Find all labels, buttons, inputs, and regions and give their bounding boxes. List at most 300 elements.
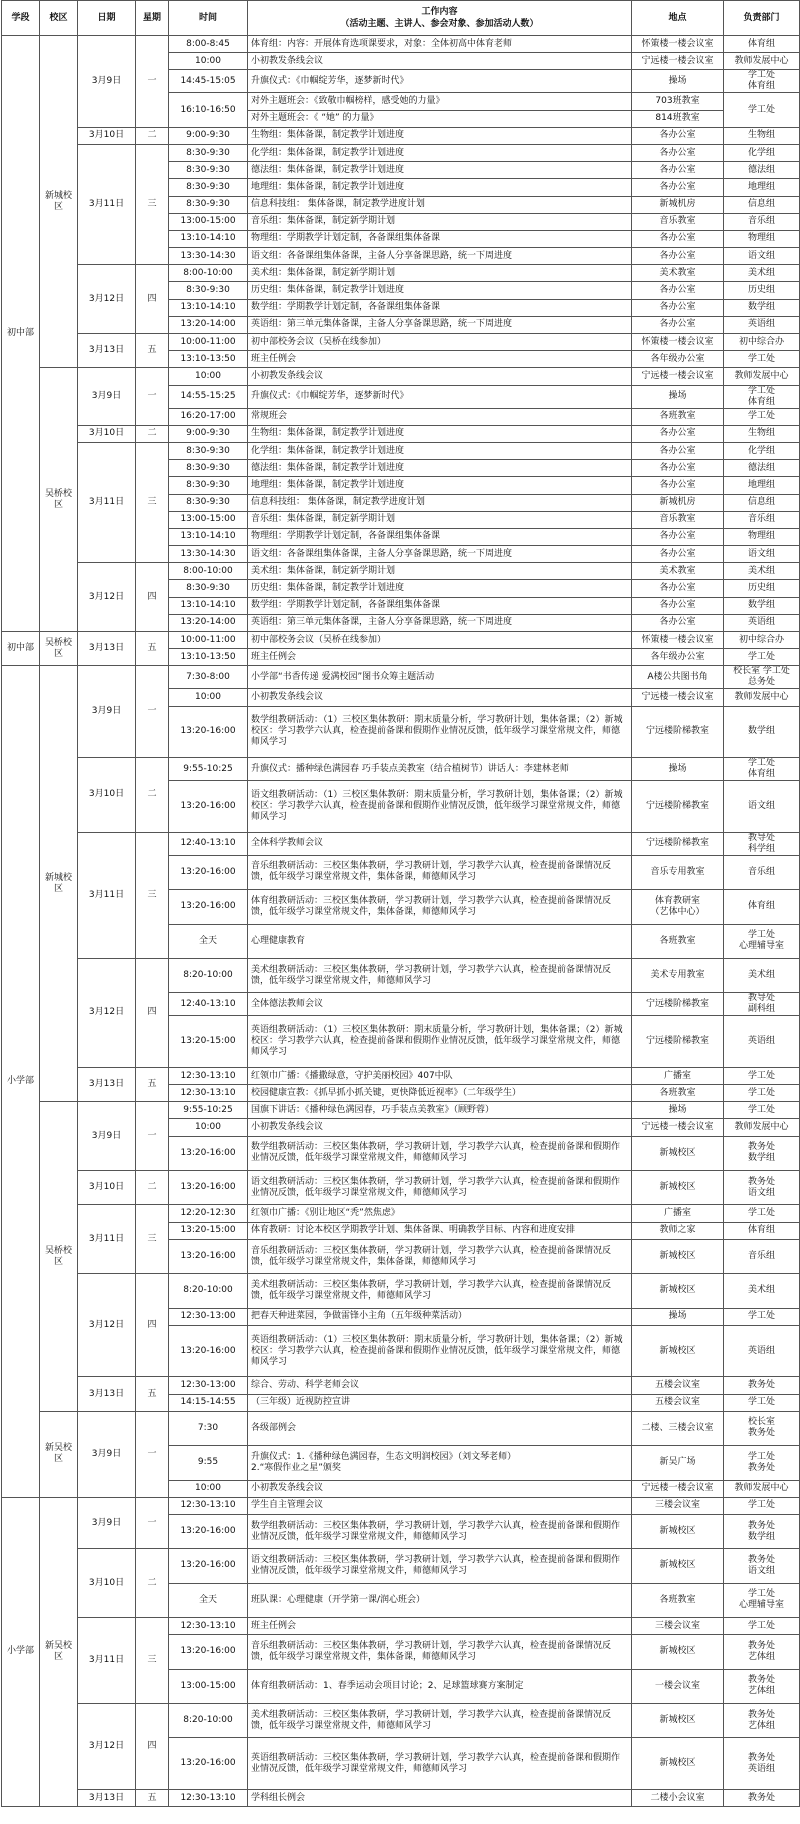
table-row xyxy=(2,425,800,442)
date-cell: 3月13日 xyxy=(78,1790,136,1807)
header-time: 时间 xyxy=(169,1,248,36)
table-row xyxy=(2,632,800,649)
location-cell: 各班教室 xyxy=(632,1583,724,1617)
weekday-cell: 一 xyxy=(136,368,169,425)
weekday-cell: 五 xyxy=(136,632,169,666)
location-cell: 宁远楼阶梯教室 xyxy=(632,781,724,833)
dept-cell: 学工处 xyxy=(724,351,800,368)
dept-cell: 学工处 xyxy=(724,1618,800,1635)
content-cell: 小初教发条线会议 xyxy=(248,368,632,385)
content-cell: 小初教发条线会议 xyxy=(248,1119,632,1136)
content-cell: 常规班会 xyxy=(248,408,632,425)
date-cell: 3月9日 xyxy=(78,1102,136,1171)
date-cell: 3月13日 xyxy=(78,632,136,666)
location-cell: 各办公室 xyxy=(632,230,724,247)
campus-cell: 吴桥校区 xyxy=(40,368,78,632)
weekday-cell: 四 xyxy=(136,1274,169,1377)
dept-cell: 学工处 xyxy=(724,1205,800,1222)
dept-cell: 教导处 科学组 xyxy=(724,832,800,855)
content-cell: 心理健康教育 xyxy=(248,924,632,958)
dept-cell: 音乐组 xyxy=(724,855,800,889)
location-cell: 各年级办公室 xyxy=(632,649,724,666)
date-cell: 3月13日 xyxy=(78,1377,136,1411)
date-cell: 3月11日 xyxy=(78,832,136,958)
time-cell: 12:30-13:00 xyxy=(169,1308,248,1325)
content-cell: 班队课：心理健康（开学第一课/润心班会） xyxy=(248,1583,632,1617)
dept-cell: 数学组 xyxy=(724,706,800,758)
content-cell: 历史组：集体备课，制定教学计划进度 xyxy=(248,580,632,597)
date-cell: 3月12日 xyxy=(78,563,136,632)
location-cell: 各办公室 xyxy=(632,179,724,196)
content-cell: 物理组：学期教学计划定制，各备课组集体备课 xyxy=(248,528,632,545)
dept-cell: 教务处 数学组 xyxy=(724,1136,800,1170)
location-cell: 各办公室 xyxy=(632,580,724,597)
weekday-cell: 四 xyxy=(136,563,169,632)
content-cell: 英语组：第三单元集体备课，主备人分享备课思路，统一下周进度 xyxy=(248,614,632,631)
content-cell: 红领巾广播：《播撒绿意，守护美丽校园》407中队 xyxy=(248,1067,632,1084)
time-cell: 12:20-12:30 xyxy=(169,1205,248,1222)
location-cell: 新吴广场 xyxy=(632,1446,724,1480)
time-cell: 10:00 xyxy=(169,689,248,706)
table-row xyxy=(2,144,800,161)
content-cell: 英语组教研活动：（1）三校区集体教研：期末质量分析，学习教研计划，集体备课；（2）新城校区：学习教学六认真，检查提前备课和假期作业情况反馈，低年级学习课堂常规文件，师德师风学习 xyxy=(248,1016,632,1068)
content-cell: 数学组：学期教学计划定制，各备课组集体备课 xyxy=(248,299,632,316)
weekday-cell: 五 xyxy=(136,1377,169,1411)
content-cell: 信息科技组： 集体备课，制定教学进度计划 xyxy=(248,196,632,213)
table-row xyxy=(2,1790,800,1807)
location-cell: 操场 xyxy=(632,758,724,781)
weekday-cell: 二 xyxy=(136,425,169,442)
date-cell: 3月9日 xyxy=(78,1411,136,1497)
location-cell: 二楼、三楼会议室 xyxy=(632,1411,724,1445)
table-row xyxy=(2,1067,800,1084)
time-cell: 10:00-11:00 xyxy=(169,632,248,649)
weekday-cell: 一 xyxy=(136,36,169,128)
time-cell: 7:30 xyxy=(169,1411,248,1445)
campus-cell: 新城校区 xyxy=(40,666,78,1102)
content-cell: 信息科技组： 集体备课，制定教学进度计划 xyxy=(248,494,632,511)
time-cell: 8:00-10:00 xyxy=(169,563,248,580)
header-content xyxy=(248,1,632,36)
time-cell: 13:20-16:00 xyxy=(169,1549,248,1583)
location-cell: 美术教室 xyxy=(632,265,724,282)
location-cell: 新城校区 xyxy=(632,1549,724,1583)
time-cell: 14:45-15:05 xyxy=(169,70,248,93)
table-row xyxy=(2,1205,800,1222)
content-cell: 学科组长例会 xyxy=(248,1790,632,1807)
weekday-cell: 五 xyxy=(136,334,169,368)
location-cell: 操场 xyxy=(632,1102,724,1119)
location-cell: 怀策楼一楼会议室 xyxy=(632,36,724,53)
campus-cell: 新吴校区 xyxy=(40,1497,78,1807)
date-cell: 3月11日 xyxy=(78,442,136,562)
dept-cell: 美术组 xyxy=(724,1274,800,1308)
content-cell: 把春天种进菜园，争做雷锋小主角（五年级种菜活动） xyxy=(248,1308,632,1325)
location-cell: 音乐专用教室 xyxy=(632,855,724,889)
dept-cell: 教务处 艺体组 xyxy=(724,1669,800,1703)
time-cell: 13:10-13:50 xyxy=(169,649,248,666)
location-cell: 新城机房 xyxy=(632,494,724,511)
content-cell: 数学组教研活动：三校区集体教研，学习教研计划，学习教学六认真，检查提前备课和假期作业情况反馈，低年级学习课堂常规文件，师德师风学习 xyxy=(248,1514,632,1548)
dept-cell: 音乐组 xyxy=(724,213,800,230)
dept-cell: 历史组 xyxy=(724,580,800,597)
location-cell: 音乐教室 xyxy=(632,213,724,230)
header-row xyxy=(2,1,800,36)
time-cell: 10:00 xyxy=(169,368,248,385)
campus-cell: 新城校区 xyxy=(40,36,78,368)
content-cell: 音乐组教研活动：三校区集体教研，学习教研计划，学习教学六认真，检查提前备课情况反馈，低年级学习课堂常规文件，集体备课，师德师风学习 xyxy=(248,1635,632,1669)
time-cell: 13:10-13:50 xyxy=(169,351,248,368)
dept-cell: 生物组 xyxy=(724,127,800,144)
content-cell: 历史组：集体备课，制定教学计划进度 xyxy=(248,282,632,299)
content-cell: 英语组教研活动：三校区集体教研，学习教研计划，学习教学六认真，检查提前备课和假期作业情况反馈，低年级学习课堂常规文件，师德师风学习 xyxy=(248,1738,632,1790)
location-cell: 宁远楼一楼会议室 xyxy=(632,53,724,70)
time-cell: 8:00-10:00 xyxy=(169,265,248,282)
weekday-cell: 三 xyxy=(136,1205,169,1274)
content-cell: 地理组：集体备课，制定教学计划进度 xyxy=(248,179,632,196)
dept-cell: 体育组 xyxy=(724,36,800,53)
dept-cell: 学工处 xyxy=(724,1394,800,1411)
date-cell: 3月10日 xyxy=(78,1171,136,1205)
time-cell: 13:30-14:30 xyxy=(169,546,248,563)
table-row xyxy=(2,127,800,144)
location-cell: 各办公室 xyxy=(632,597,724,614)
location-cell: 宁远楼一楼会议室 xyxy=(632,1119,724,1136)
time-cell: 13:10-14:10 xyxy=(169,528,248,545)
content-cell: 语文组教研活动：（1）三校区集体教研：期末质量分析，学习教研计划，集体备课；（2）新城校区：学习教学六认真，检查提前备课和假期作业情况反馈，低年级学习课堂常规文件，师德师风学习 xyxy=(248,781,632,833)
date-cell: 3月11日 xyxy=(78,1205,136,1274)
location-cell: 一楼会议室 xyxy=(632,1669,724,1703)
dept-cell: 英语组 xyxy=(724,316,800,333)
table-row xyxy=(2,832,800,855)
time-cell: 14:55-15:25 xyxy=(169,385,248,408)
table-row xyxy=(2,1411,800,1445)
dept-cell: 教师发展中心 xyxy=(724,1480,800,1497)
schedule-body xyxy=(2,36,800,1807)
weekday-cell: 一 xyxy=(136,666,169,758)
time-cell: 12:30-13:10 xyxy=(169,1497,248,1514)
header-weekday: 星期 xyxy=(136,1,169,36)
time-cell: 13:20-16:00 xyxy=(169,1635,248,1669)
dept-cell: 英语组 xyxy=(724,614,800,631)
content-cell: 体育组教研活动：1、春季运动会项目讨论；2、足球篮球赛方案制定 xyxy=(248,1669,632,1703)
dept-cell: 教务处 语文组 xyxy=(724,1171,800,1205)
schedule-table xyxy=(1,0,800,1807)
date-cell: 3月11日 xyxy=(78,1618,136,1704)
location-cell: 五楼会议室 xyxy=(632,1377,724,1394)
dept-cell: 教务处 xyxy=(724,1377,800,1394)
time-cell: 12:30-13:00 xyxy=(169,1377,248,1394)
time-cell: 8:20-10:00 xyxy=(169,1704,248,1738)
dept-cell: 学工处 体育组 xyxy=(724,70,800,93)
content-cell: 国旗下讲话：《播种绿色满园春，巧手装点美教室》（顾野蓉） xyxy=(248,1102,632,1119)
location-cell: 各班教室 xyxy=(632,408,724,425)
content-cell: 升旗仪式：播种绿色满园春 巧手装点美教室（结合植树节）讲话人：李建林老师 xyxy=(248,758,632,781)
dept-cell: 教务处 xyxy=(724,1790,800,1807)
location-cell: 各办公室 xyxy=(632,528,724,545)
content-cell: 化学组：集体备课，制定教学计划进度 xyxy=(248,144,632,161)
time-cell: 10:00 xyxy=(169,1119,248,1136)
dept-cell: 学工处 xyxy=(724,1308,800,1325)
date-cell: 3月12日 xyxy=(78,958,136,1067)
weekday-cell: 二 xyxy=(136,1171,169,1205)
location-cell: 814班教室 xyxy=(632,110,724,127)
date-cell: 3月12日 xyxy=(78,1704,136,1790)
content-cell: 学生自主管理会议 xyxy=(248,1497,632,1514)
time-cell: 13:00-15:00 xyxy=(169,213,248,230)
table-row xyxy=(2,36,800,53)
location-cell: 操场 xyxy=(632,1308,724,1325)
date-cell: 3月13日 xyxy=(78,334,136,368)
location-cell: A楼公共图书角 xyxy=(632,666,724,689)
location-cell: 广播室 xyxy=(632,1205,724,1222)
location-cell: 新城校区 xyxy=(632,1704,724,1738)
dept-cell: 学工处 体育组 xyxy=(724,385,800,408)
time-cell: 13:10-14:10 xyxy=(169,597,248,614)
dept-cell: 德法组 xyxy=(724,460,800,477)
weekday-cell: 四 xyxy=(136,958,169,1067)
time-cell: 8:20-10:00 xyxy=(169,958,248,992)
content-cell: （三年级）近视防控宣讲 xyxy=(248,1394,632,1411)
time-cell: 7:30-8:00 xyxy=(169,666,248,689)
location-cell: 各办公室 xyxy=(632,127,724,144)
location-cell: 新城校区 xyxy=(632,1274,724,1308)
weekday-cell: 四 xyxy=(136,265,169,334)
time-cell: 8:20-10:00 xyxy=(169,1274,248,1308)
location-cell: 三楼会议室 xyxy=(632,1618,724,1635)
dept-cell: 学工处 xyxy=(724,1497,800,1514)
table-row xyxy=(2,758,800,781)
dept-cell: 学工处 xyxy=(724,1102,800,1119)
location-cell: 宁远楼阶梯教室 xyxy=(632,993,724,1016)
content-cell: 音乐组：集体备课，制定新学期计划 xyxy=(248,511,632,528)
date-cell: 3月9日 xyxy=(78,368,136,425)
content-cell: 生物组：集体备课，制定教学计划进度 xyxy=(248,425,632,442)
weekday-cell: 二 xyxy=(136,127,169,144)
stage-cell: 小学部 xyxy=(2,666,40,1497)
dept-cell: 化学组 xyxy=(724,442,800,459)
content-cell: 美术组教研活动：三校区集体教研，学习教研计划，学习教学六认真，检查提前备课情况反馈，低年级学习课堂常规文件，师德师风学习 xyxy=(248,1704,632,1738)
time-cell: 14:15-14:55 xyxy=(169,1394,248,1411)
table-row xyxy=(2,334,800,351)
dept-cell: 教务处 艺体组 xyxy=(724,1704,800,1738)
content-cell: 美术组教研活动：三校区集体教研，学习教研计划，学习教学六认真，检查提前备课情况反馈，低年级学习课堂常规文件，师德师风学习 xyxy=(248,958,632,992)
location-cell: 各办公室 xyxy=(632,299,724,316)
time-cell: 13:20-16:00 xyxy=(169,1136,248,1170)
weekday-cell: 一 xyxy=(136,1411,169,1497)
table-row xyxy=(2,1102,800,1119)
location-cell: 操场 xyxy=(632,385,724,408)
content-cell: 美术组教研活动：三校区集体教研，学习教研计划，学习教学六认真，检查提前备课情况反馈，低年级学习课堂常规文件，师德师风学习 xyxy=(248,1274,632,1308)
location-cell: 新城校区 xyxy=(632,1239,724,1273)
weekday-cell: 五 xyxy=(136,1067,169,1101)
time-cell: 10:00-11:00 xyxy=(169,334,248,351)
content-cell: 升旗仪式：《巾帼绽芳华，逐梦新时代》 xyxy=(248,385,632,408)
dept-cell: 英语组 xyxy=(724,1016,800,1068)
location-cell: 五楼会议室 xyxy=(632,1394,724,1411)
time-cell: 13:00-15:00 xyxy=(169,511,248,528)
time-cell: 12:30-13:10 xyxy=(169,1085,248,1102)
location-cell: 操场 xyxy=(632,70,724,93)
location-cell: 宁远楼阶梯教室 xyxy=(632,1016,724,1068)
campus-cell: 吴桥校区 xyxy=(40,632,78,666)
location-cell: 怀策楼一楼会议室 xyxy=(632,334,724,351)
dept-cell: 教师发展中心 xyxy=(724,368,800,385)
stage-cell: 初中部 xyxy=(2,632,40,666)
location-cell: 各班教室 xyxy=(632,1085,724,1102)
content-cell: 升旗仪式：1.《播种绿色满园春，生态文明润校园》（刘文琴老师） 2.“寒假作业之星”颁奖 xyxy=(248,1446,632,1480)
location-cell: 美术专用教室 xyxy=(632,958,724,992)
content-cell: 体育组：内容：开展体育选项课要求，对象：全体初高中体育老师 xyxy=(248,36,632,53)
dept-cell: 信息组 xyxy=(724,494,800,511)
date-cell: 3月10日 xyxy=(78,425,136,442)
time-cell: 8:30-9:30 xyxy=(169,477,248,494)
content-cell: 综合、劳动、科学老师会议 xyxy=(248,1377,632,1394)
header-stage: 学段 xyxy=(2,1,40,36)
time-cell: 13:20-15:00 xyxy=(169,1222,248,1239)
content-cell: 语文组：各备课组集体备课，主备人分享备课思路，统一下周进度 xyxy=(248,248,632,265)
location-cell: 各办公室 xyxy=(632,614,724,631)
content-cell: 美术组：集体备课，制定新学期计划 xyxy=(248,265,632,282)
content-cell: 体育组教研活动：三校区集体教研，学习教研计划，学习教学六认真，检查提前备课情况反馈，低年级学习课堂常规文件，集体备课，师德师风学习 xyxy=(248,890,632,924)
time-cell: 13:20-16:00 xyxy=(169,890,248,924)
dept-cell: 教务处 数学组 xyxy=(724,1514,800,1548)
location-cell: 三楼会议室 xyxy=(632,1497,724,1514)
time-cell: 9:55-10:25 xyxy=(169,1102,248,1119)
time-cell: 8:30-9:30 xyxy=(169,282,248,299)
content-cell: 数学组教研活动：三校区集体教研，学习教研计划，学习教学六认真，检查提前备课和假期作业情况反馈，低年级学习课堂常规文件，师德师风学习 xyxy=(248,1136,632,1170)
header-dept: 负责部门 xyxy=(724,1,800,36)
time-cell: 13:10-14:10 xyxy=(169,230,248,247)
dept-cell: 物理组 xyxy=(724,528,800,545)
content-cell: 体育教研：讨论本校区学期教学计划、集体备课、明确教学目标、内容和进度安排 xyxy=(248,1222,632,1239)
time-cell: 8:00-8:45 xyxy=(169,36,248,53)
content-cell: 全体科学教师会议 xyxy=(248,832,632,855)
location-cell: 二楼小会议室 xyxy=(632,1790,724,1807)
table-row xyxy=(2,1704,800,1738)
dept-cell: 教导处 副科组 xyxy=(724,993,800,1016)
dept-cell: 物理组 xyxy=(724,230,800,247)
weekday-cell: 三 xyxy=(136,442,169,562)
date-cell: 3月10日 xyxy=(78,1549,136,1618)
dept-cell: 音乐组 xyxy=(724,1239,800,1273)
content-cell: 英语组：第三单元集体备课，主备人分享备课思路，统一下周进度 xyxy=(248,316,632,333)
location-cell: 各办公室 xyxy=(632,460,724,477)
dept-cell: 语文组 xyxy=(724,248,800,265)
date-cell: 3月12日 xyxy=(78,265,136,334)
weekday-cell: 三 xyxy=(136,832,169,958)
date-cell: 3月10日 xyxy=(78,127,136,144)
dept-cell: 历史组 xyxy=(724,282,800,299)
content-cell: 升旗仪式：《巾帼绽芳华，逐梦新时代》 xyxy=(248,70,632,93)
content-cell: 音乐组教研活动：三校区集体教研，学习教研计划，学习教学六认真，检查提前备课情况反馈，低年级学习课堂常规文件，集体备课，师德师风学习 xyxy=(248,855,632,889)
content-cell: 对外主题班会：《 “她” 的力量》 xyxy=(248,110,632,127)
location-cell: 美术教室 xyxy=(632,563,724,580)
location-cell: 新城机房 xyxy=(632,196,724,213)
time-cell: 13:20-16:00 xyxy=(169,1514,248,1548)
header-content-subtitle: （活动主题、主讲人、参会对象、参加活动人数） xyxy=(340,19,539,29)
time-cell: 9:55-10:25 xyxy=(169,758,248,781)
content-cell: 对外主题班会：《致敬巾帼榜样，感受她的力量》 xyxy=(248,93,632,110)
dept-cell: 美术组 xyxy=(724,265,800,282)
time-cell: 12:30-13:10 xyxy=(169,1790,248,1807)
date-cell: 3月12日 xyxy=(78,1274,136,1377)
location-cell: 教师之家 xyxy=(632,1222,724,1239)
header-campus: 校区 xyxy=(40,1,78,36)
time-cell: 8:30-9:30 xyxy=(169,179,248,196)
time-cell: 13:20-16:00 xyxy=(169,781,248,833)
content-cell: 小初教发条线会议 xyxy=(248,689,632,706)
content-cell: 校园健康宣教：《抓早抓小抓关键，更快降低近视率》（二年级学生） xyxy=(248,1085,632,1102)
time-cell: 全天 xyxy=(169,1583,248,1617)
table-row xyxy=(2,265,800,282)
time-cell: 16:20-17:00 xyxy=(169,408,248,425)
dept-cell: 数学组 xyxy=(724,597,800,614)
time-cell: 13:20-15:00 xyxy=(169,1016,248,1068)
weekday-cell: 三 xyxy=(136,1618,169,1704)
dept-cell: 教务处 语文组 xyxy=(724,1549,800,1583)
dept-cell: 学工处 xyxy=(724,1067,800,1084)
dept-cell: 初中综合办 xyxy=(724,632,800,649)
content-cell: 班主任例会 xyxy=(248,1618,632,1635)
time-cell: 13:20-14:00 xyxy=(169,614,248,631)
content-cell: 德法组：集体备课，制定教学计划进度 xyxy=(248,460,632,477)
dept-cell: 教务处 英语组 xyxy=(724,1738,800,1790)
time-cell: 9:00-9:30 xyxy=(169,127,248,144)
content-cell: 音乐组：集体备课，制定新学期计划 xyxy=(248,213,632,230)
time-cell: 13:10-14:10 xyxy=(169,299,248,316)
content-cell: 小初教发条线会议 xyxy=(248,1480,632,1497)
table-row xyxy=(2,1274,800,1308)
location-cell: 音乐教室 xyxy=(632,511,724,528)
location-cell: 各办公室 xyxy=(632,282,724,299)
dept-cell: 学工处 xyxy=(724,93,800,127)
weekday-cell: 二 xyxy=(136,758,169,833)
time-cell: 10:00 xyxy=(169,1480,248,1497)
dept-cell: 体育组 xyxy=(724,890,800,924)
location-cell: 广播室 xyxy=(632,1067,724,1084)
location-cell: 宁远楼阶梯教室 xyxy=(632,706,724,758)
time-cell: 13:20-16:00 xyxy=(169,706,248,758)
content-cell: 数学组：学期教学计划定制，各备课组集体备课 xyxy=(248,597,632,614)
location-cell: 宁远楼一楼会议室 xyxy=(632,368,724,385)
time-cell: 9:55 xyxy=(169,1446,248,1480)
time-cell: 12:30-13:10 xyxy=(169,1618,248,1635)
stage-cell: 小学部 xyxy=(2,1497,40,1807)
location-cell: 各办公室 xyxy=(632,477,724,494)
content-cell: 化学组：集体备课，制定教学计划进度 xyxy=(248,442,632,459)
table-row xyxy=(2,1618,800,1635)
time-cell: 13:20-16:00 xyxy=(169,1239,248,1273)
location-cell: 各办公室 xyxy=(632,248,724,265)
dept-cell: 教务处 艺体组 xyxy=(724,1635,800,1669)
dept-cell: 学工处 xyxy=(724,1085,800,1102)
content-cell: 美术组：集体备课，制定新学期计划 xyxy=(248,563,632,580)
dept-cell: 美术组 xyxy=(724,563,800,580)
location-cell: 各班教室 xyxy=(632,924,724,958)
table-row xyxy=(2,1497,800,1514)
dept-cell: 德法组 xyxy=(724,162,800,179)
dept-cell: 生物组 xyxy=(724,425,800,442)
header-content-title: 工作内容 xyxy=(421,7,458,17)
time-cell: 8:30-9:30 xyxy=(169,460,248,477)
time-cell: 9:00-9:30 xyxy=(169,425,248,442)
dept-cell: 校长室 教务处 xyxy=(724,1411,800,1445)
header-date: 日期 xyxy=(78,1,136,36)
time-cell: 12:40-13:10 xyxy=(169,832,248,855)
date-cell: 3月9日 xyxy=(78,666,136,758)
dept-cell: 美术组 xyxy=(724,958,800,992)
